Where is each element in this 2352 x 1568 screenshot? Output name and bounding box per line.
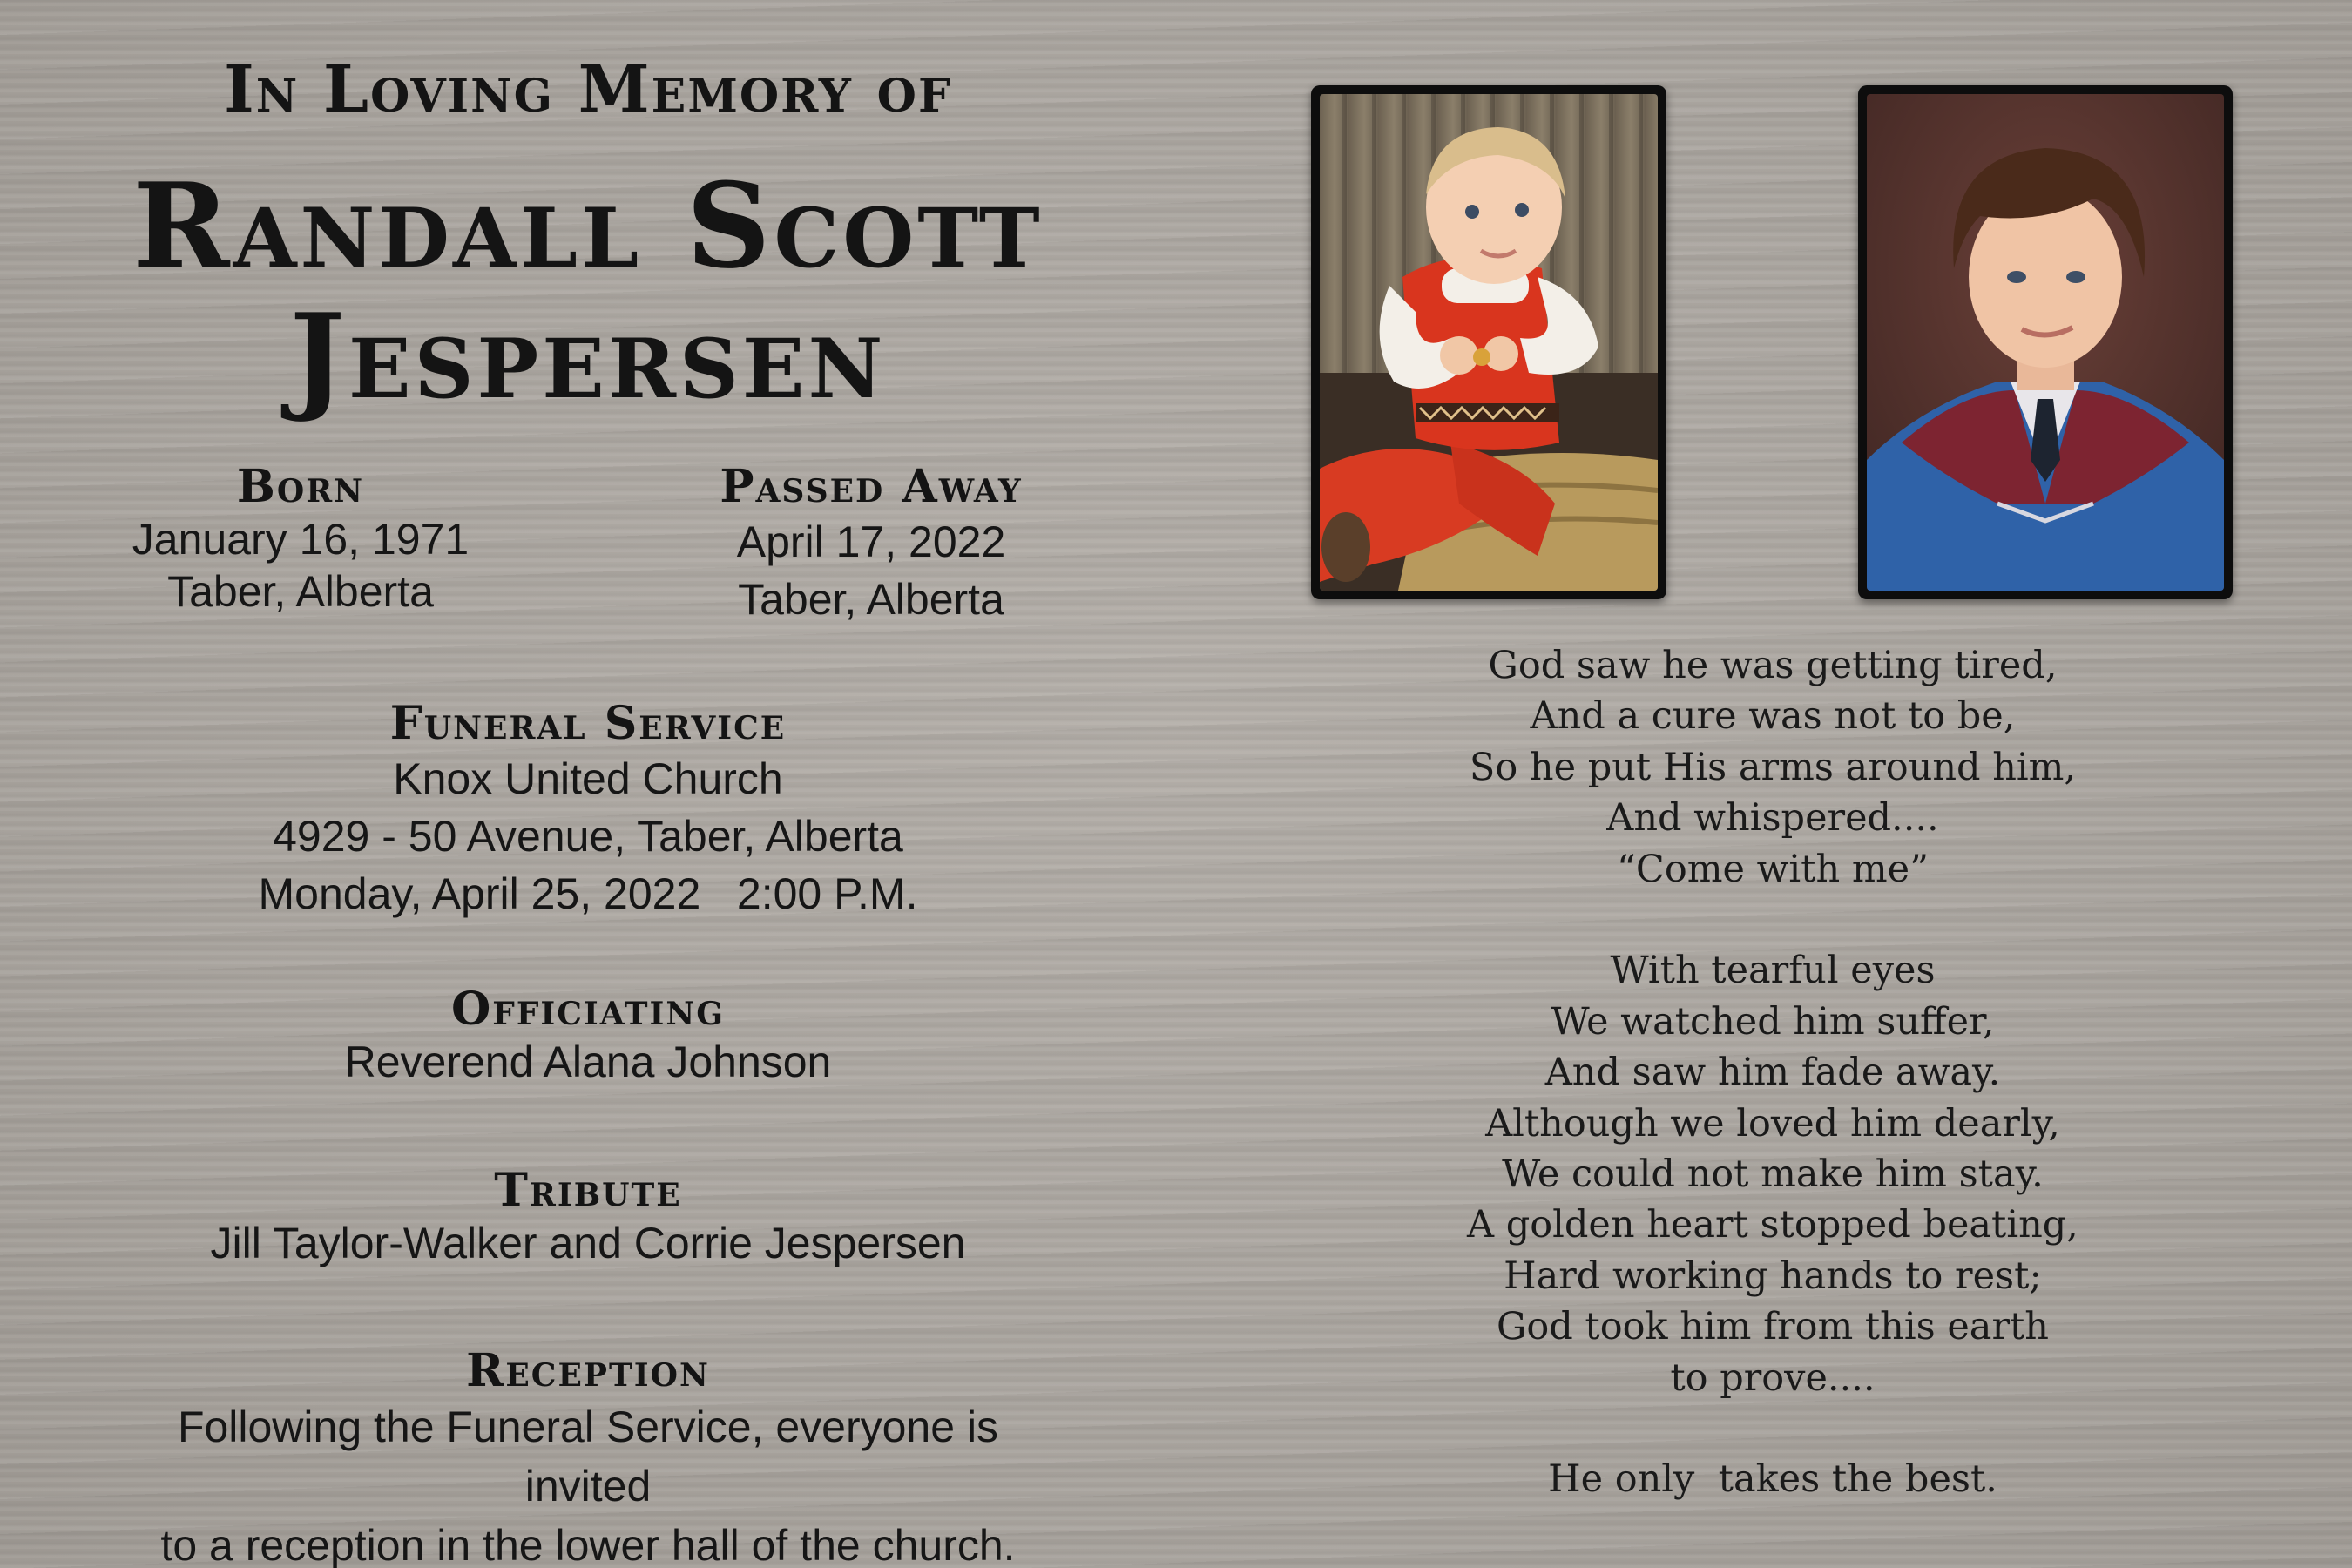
- poem-line: We could not make him stay.: [1502, 1152, 2044, 1197]
- stanza-gap: [1429, 1403, 2117, 1454]
- childhood-portrait-icon: [1320, 94, 1658, 591]
- poem-stanza-2: [1429, 945, 2117, 1403]
- poem-line: God took him from this earth: [1497, 1305, 2049, 1349]
- officiating-name: Reverend Alana Johnson: [344, 1037, 832, 1086]
- reception-line2: to a reception in the lower hall of the church.: [160, 1521, 1016, 1568]
- poem-line: And whispered....: [1606, 796, 1939, 841]
- poem-line: We watched him suffer,: [1551, 999, 1995, 1044]
- poem-line: And a cure was not to be,: [1530, 694, 2016, 739]
- stanza-gap: [1429, 895, 2117, 945]
- funeral-address: 4929 - 50 Avenue, Taber, Alberta: [273, 812, 903, 861]
- passed-away-date: April 17, 2022: [736, 517, 1006, 566]
- graduation-photo: [1867, 94, 2224, 591]
- poem-line: So he put His arms around him,: [1469, 745, 2077, 789]
- deceased-name-line2: Jespersen: [289, 287, 887, 425]
- passed-away-label: Passed Away: [720, 460, 1023, 513]
- funeral-service-section: [200, 697, 976, 923]
- reception-label: Reception: [466, 1344, 710, 1397]
- graduation-portrait-icon: [1867, 94, 2224, 591]
- born-section: [83, 460, 518, 618]
- reception-section: [113, 1344, 1063, 1568]
- born-place: Taber, Alberta: [167, 567, 434, 616]
- tribute-label: Tribute: [494, 1164, 682, 1217]
- poem-line: With tearful eyes: [1610, 949, 1936, 993]
- poem-line: And saw him fade away.: [1544, 1051, 2001, 1095]
- tribute-section: [157, 1164, 1019, 1269]
- reception-line1: Following the Funeral Service, everyone is invited: [177, 1402, 999, 1511]
- tribute-names: Jill Taylor-Walker and Corrie Jespersen: [210, 1219, 966, 1267]
- poem-line: A golden heart stopped beating,: [1467, 1203, 2078, 1247]
- passed-away-section: [662, 460, 1080, 628]
- born-date: January 16, 1971: [132, 515, 470, 564]
- poem-closing-line: He only takes the best.: [1548, 1457, 1997, 1502]
- officiating-section: [200, 983, 976, 1088]
- graduation-photo-frame: [1858, 85, 2233, 599]
- memorial-poem: [1429, 640, 2117, 1505]
- born-label: Born: [236, 460, 365, 513]
- poem-line: Hard working hands to rest;: [1504, 1254, 2042, 1298]
- funeral-venue: Knox United Church: [393, 754, 783, 803]
- poem-stanza-1: [1429, 640, 2117, 895]
- deceased-name-line1: Randall Scott: [132, 157, 1044, 294]
- passed-away-place: Taber, Alberta: [738, 575, 1004, 624]
- poem-line: “Come with me”: [1616, 847, 1930, 891]
- poem-line: to prove....: [1670, 1355, 1876, 1400]
- funeral-service-label: Funeral Service: [389, 697, 787, 750]
- officiating-label: Officiating: [451, 983, 725, 1036]
- funeral-datetime: Monday, April 25, 2022 2:00 P.M.: [258, 869, 918, 918]
- poem-line: Although we loved him dearly,: [1485, 1101, 2060, 1146]
- childhood-photo: [1320, 94, 1658, 591]
- poem-line: God saw he was getting tired,: [1488, 644, 2058, 687]
- memorial-header: In Loving Memory of: [224, 52, 952, 127]
- childhood-photo-frame: [1311, 85, 1666, 599]
